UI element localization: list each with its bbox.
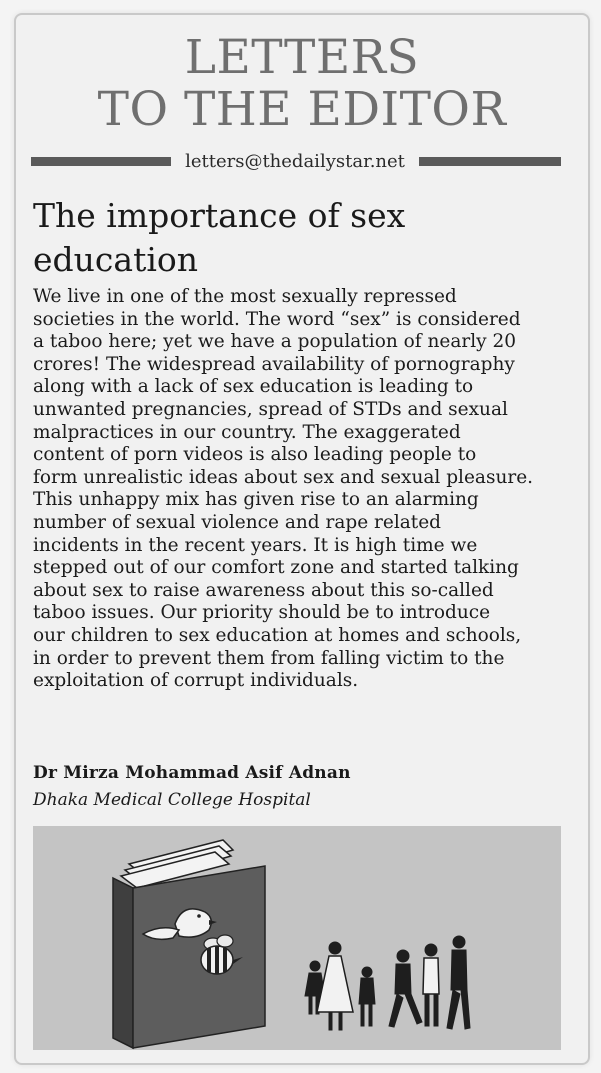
body-line: about sex to raise awareness about this so-called bbox=[33, 579, 494, 601]
body-line: unwanted pregnancies, spread of STDs and sexual bbox=[33, 398, 508, 420]
masthead bbox=[16, 32, 588, 136]
illustration-panel bbox=[33, 826, 561, 1050]
body-line: number of sexual violence and rape related bbox=[33, 511, 442, 533]
body-line: exploitation of corrupt individuals. bbox=[33, 670, 359, 692]
right-rule bbox=[419, 157, 561, 166]
body-line: crores! The widespread availability of pornography bbox=[33, 353, 515, 375]
body-line: stepped out of our comfort zone and started talking bbox=[33, 557, 519, 579]
body-line: This unhappy mix has given rise to an alarming bbox=[33, 489, 479, 511]
editor-email-link[interactable]: letters@thedailystar.net bbox=[185, 151, 405, 172]
illustration-art bbox=[33, 826, 561, 1050]
masthead-line-2: TO THE EDITOR bbox=[97, 82, 507, 137]
book-icon bbox=[113, 840, 265, 1048]
body-line: along with a lack of sex education is leading to bbox=[33, 376, 474, 398]
body-line: malpractices in our country. The exaggerated bbox=[33, 421, 461, 443]
headline-line-2: education bbox=[33, 240, 198, 279]
body-line: content of porn videos is also leading people to bbox=[33, 444, 477, 466]
children-group-icon bbox=[305, 936, 470, 1030]
author-affiliation: Dhaka Medical College Hospital bbox=[33, 790, 311, 810]
body-line: We live in one of the most sexually repressed bbox=[33, 286, 457, 307]
left-rule bbox=[31, 157, 171, 166]
article-body bbox=[33, 286, 578, 693]
email-rule-row bbox=[31, 150, 561, 174]
body-line: societies in the world. The word “sex” is considered bbox=[33, 308, 521, 330]
article-headline bbox=[33, 194, 563, 282]
author-name: Dr Mirza Mohammad Asif Adnan bbox=[33, 763, 351, 783]
body-line: our children to sex education at homes and schools, bbox=[33, 624, 522, 646]
body-line: form unrealistic ideas about sex and sexual pleasure. bbox=[33, 466, 534, 488]
body-line: a taboo here; yet we have a population of nearly 20 bbox=[33, 331, 517, 353]
headline-line-1: The importance of sex bbox=[33, 196, 406, 235]
body-line: incidents in the recent years. It is high time we bbox=[33, 534, 478, 556]
body-line: taboo issues. Our priority should be to introduce bbox=[33, 602, 491, 624]
masthead-line-1: LETTERS bbox=[184, 30, 420, 85]
body-line: in order to prevent them from falling victim to the bbox=[33, 647, 505, 669]
